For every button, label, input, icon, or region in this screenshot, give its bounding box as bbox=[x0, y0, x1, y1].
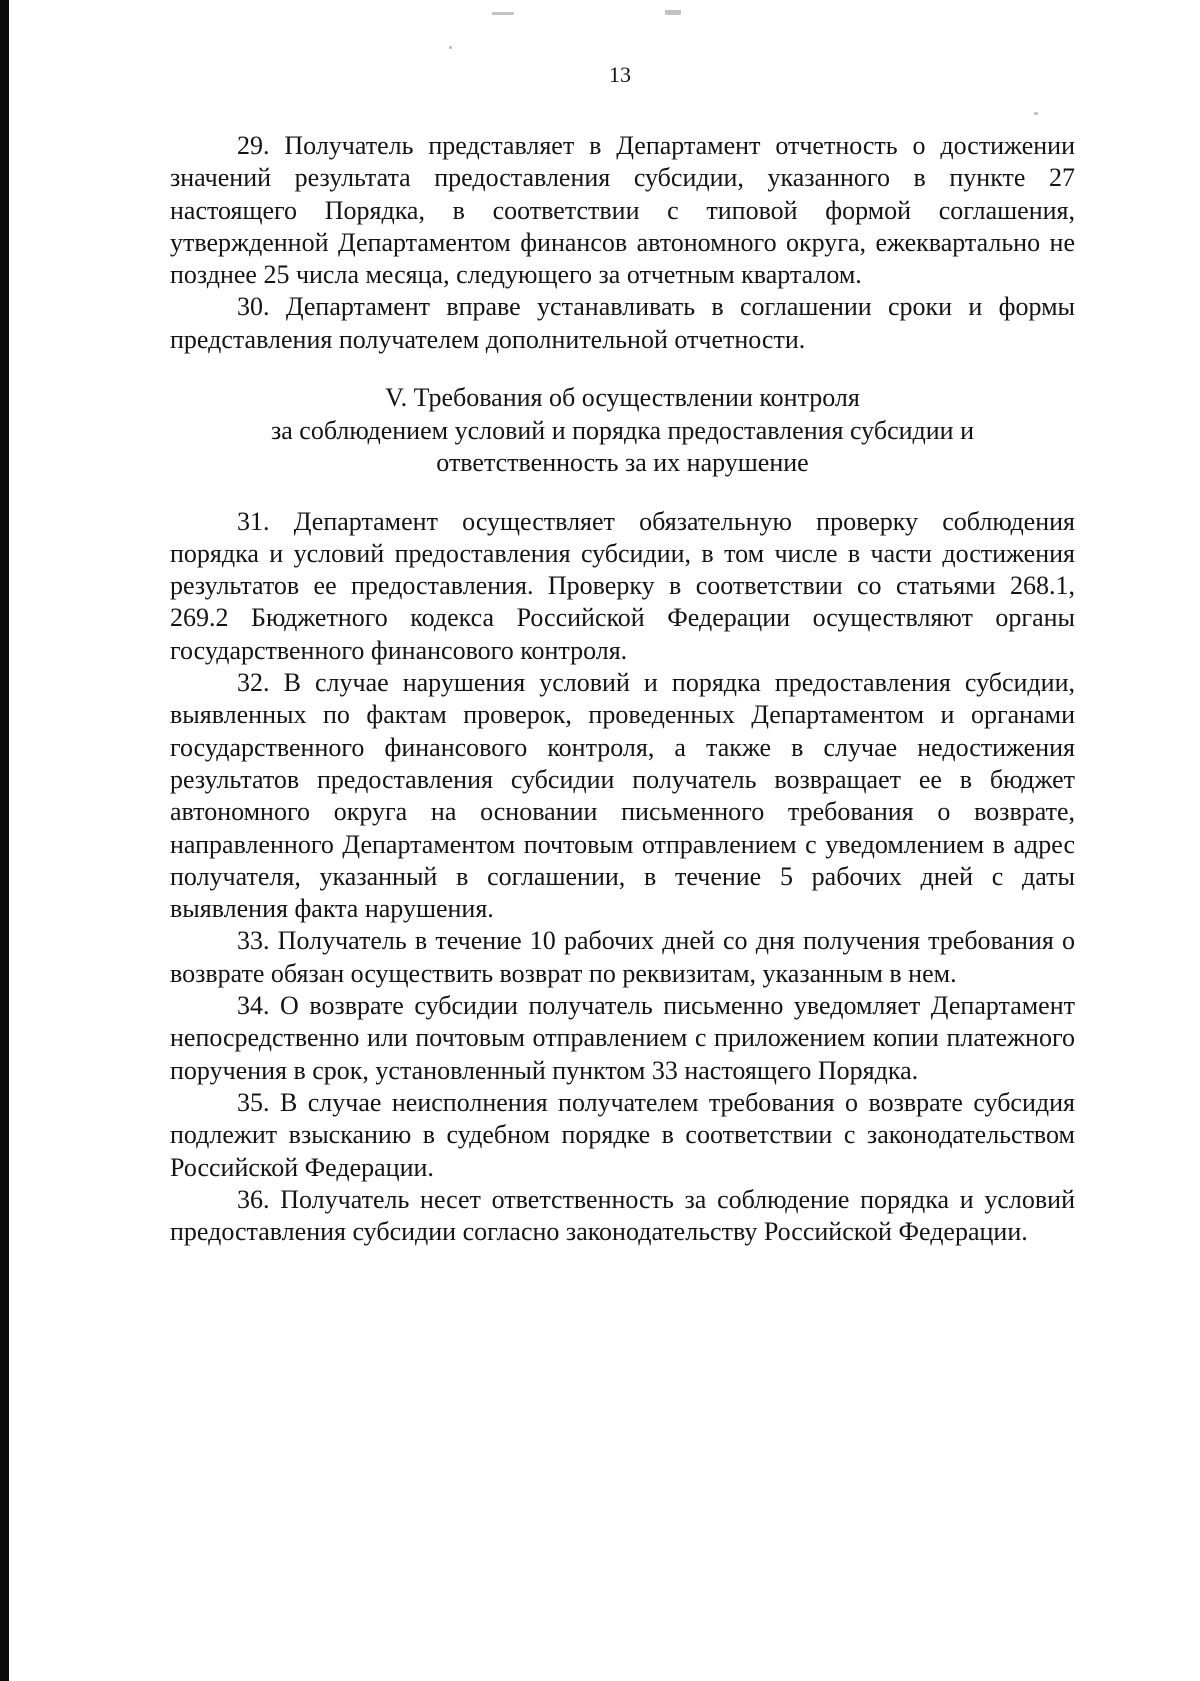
scan-speck bbox=[449, 46, 452, 49]
scan-speck bbox=[1034, 112, 1038, 115]
section-heading-line: ответственность за их нарушение bbox=[436, 448, 809, 478]
paragraph-33: 33. Получатель в течение 10 рабочих дней со дня получения требования о возврате обязан осуществить возврат по реквизитам, указанным в нем. bbox=[170, 926, 1075, 988]
paragraph-34: 34. О возврате субсидии получатель письменно уведомляет Департамент непосредственно или почтовым отправлением с приложением копии платежного поручения в срок, установленный пунктом 33 настоящего Порядка. bbox=[170, 991, 1075, 1085]
paragraph-31: 31. Департамент осуществляет обязательную проверку соблюдения порядка и условий предоставления субсидии, в том числе в части достижения результатов ее предоставления. Проверку в соответствии со статьями 268.1, 269.2 Бюджетного кодекса Российской Федерации осуществляют органы государственного финансового контроля. bbox=[170, 506, 1075, 665]
scan-speck bbox=[665, 10, 681, 15]
paragraph-30: 30. Департамент вправе устанавливать в соглашении сроки и формы представления получателем дополнительной отчетности. bbox=[170, 292, 1075, 354]
paragraph-32: 32. В случае нарушения условий и порядка предоставления субсидии, выявленных по фактам проверок, проведенных Департаментом и органами государственного финансового контроля, а также в случае недостижения результатов предоставления субсидии получатель возвращает ее в бюджет автономного округа на основании письменного требования о возврате, направленного Департаментом почтовым отправлением с уведомлением в адрес получателя, указанный в соглашении, в течение 5 рабочих дней с даты выявления факта нарушения. bbox=[170, 668, 1075, 924]
paragraph-36: 36. Получатель несет ответственность за соблюдение порядка и условий предоставления субсидии согласно законодательству Российской Федерации. bbox=[170, 1184, 1075, 1247]
scan-speck bbox=[492, 12, 514, 15]
paragraph-29: 29. Получатель представляет в Департамент отчетность о достижении значений результата предоставления субсидии, указанного в пункте 27 настоящего Порядка, в соответствии с типовой формой соглашения, утвержденной Департаментом финансов автономного округа, ежеквартально не позднее 25 числа месяца, следующего за отчетным кварталом. bbox=[170, 131, 1075, 290]
section-heading-line: V. Требования об осуществлении контроля bbox=[385, 383, 860, 413]
paragraph-35: 35. В случае неисполнения получателем требования о возврате субсидия подлежит взысканию в судебном порядке в соответствии с законодательством Российской Федерации. bbox=[170, 1087, 1075, 1182]
page-number: 13 bbox=[609, 62, 631, 87]
section-heading bbox=[170, 382, 1075, 480]
section-heading-line: за соблюдением условий и порядка предоставления субсидии и bbox=[270, 415, 974, 445]
document-body bbox=[170, 130, 1075, 1248]
scan-edge bbox=[0, 0, 9, 1681]
